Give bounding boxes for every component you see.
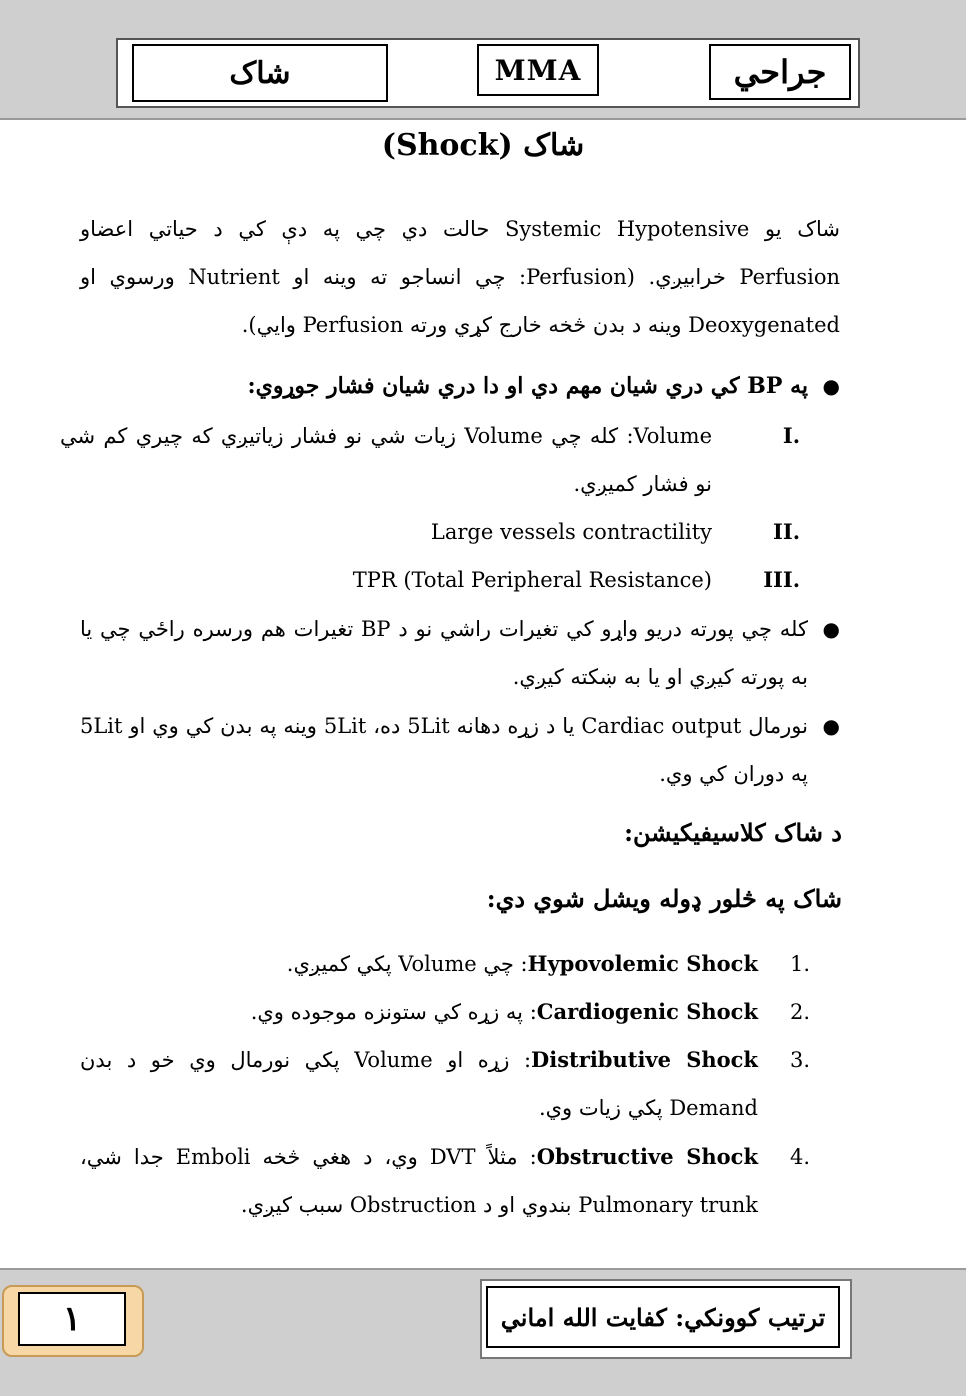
bullet-text: نورمال Cardiac output یا د زړه دهانه 5Lit ده، 5Lit وینه په بدن کي وي او 5Lit په دوران کي وي. (80, 714, 808, 786)
shock-type-desc: : چي Volume پکي کمیږي. (286, 952, 528, 976)
list-text (80, 1133, 758, 1229)
header-publisher: MMA (477, 44, 599, 96)
shock-type-name: Cardiogenic Shock (536, 999, 758, 1024)
header-subject: جراحي (709, 44, 851, 100)
shock-type-item (80, 988, 810, 1036)
list-number: .1 (789, 952, 810, 976)
roman-text: (Total Peripheral Resistance) TPR (352, 568, 712, 592)
roman-number: .I (782, 423, 800, 448)
page-title: شاک (Shock) (381, 128, 585, 163)
page-number: ١ (18, 1292, 126, 1346)
shock-type-item (80, 1036, 810, 1132)
bullet-text: په BP کي دري شیان مهم دي او دا دري شیان فشار جوړوي: (247, 373, 808, 399)
shock-type-item (80, 1133, 810, 1229)
list-text (80, 1036, 758, 1132)
shock-type-desc: : زړه او Volume پکي نورمال وي خو د بدن Demand پکي زیات وي. (80, 1048, 758, 1120)
intro-paragraph: شاک یو Systemic Hypotensive حالت دي چي په دې کي د حیاتي اعضاو Perfusion خرابیږي. (Perfusion: چي انساجو ته وینه او Nutrient ورسوي او Deoxygenated وینه د بدن څخه خارج کړي ورته Perfusion وایي). (80, 217, 841, 337)
shock-type-item (80, 940, 810, 988)
list-number: .4 (789, 1145, 810, 1169)
list-text (80, 988, 758, 1036)
bullet-dot: ● (822, 617, 840, 641)
list-text (80, 940, 758, 988)
roman-number: .II (773, 519, 800, 544)
roman-text: Volume: کله چي Volume زیات شي نو فشار زیاتیږي که چیري کم شي نو فشار کمیږي. (60, 424, 712, 496)
roman-number: .III (763, 567, 800, 592)
roman-item-tpr (60, 556, 800, 604)
shock-type-desc: : مثلاً DVT وي، د هغي څخه Emboli جدا شي، Pulmonary trunk بندوي او د Obstruction سبب کیږي. (80, 1145, 758, 1217)
roman-item-volume (60, 412, 800, 508)
bullet-dot: ● (822, 374, 840, 398)
list-number: .2 (789, 1000, 810, 1024)
shock-type-name: Obstructive Shock (536, 1144, 759, 1169)
bullet-bp-changes (80, 605, 840, 701)
bullet-dot: ● (822, 714, 840, 738)
header-topic: شاک (132, 44, 388, 102)
classification-heading: د شاک کلاسیفیکیشن: (624, 818, 842, 847)
roman-text: Large vessels contractility (430, 520, 712, 544)
types-heading: شاک په څلور ډوله ویشل شوي دي: (486, 884, 842, 913)
bullet-text: کله چي پورته دریو واړو کي تغیرات راشي نو د BP تغیرات هم ورسره راځي چي یا به پورته کیږي او یا به ښکته کیږي. (80, 617, 808, 689)
shock-type-name: Hypovolemic Shock (527, 951, 758, 976)
bullet-bp-factors (80, 362, 840, 410)
roman-item-contractility (60, 508, 800, 556)
shock-type-desc: : په زړه کي ستونزه موجوده وي. (250, 1000, 537, 1024)
bullet-cardiac-output (80, 702, 840, 798)
author-credit: ترتیب کوونکي: کفایت الله اماني (486, 1286, 840, 1348)
shock-type-name: Distributive Shock (531, 1047, 758, 1072)
list-number: .3 (789, 1048, 810, 1072)
